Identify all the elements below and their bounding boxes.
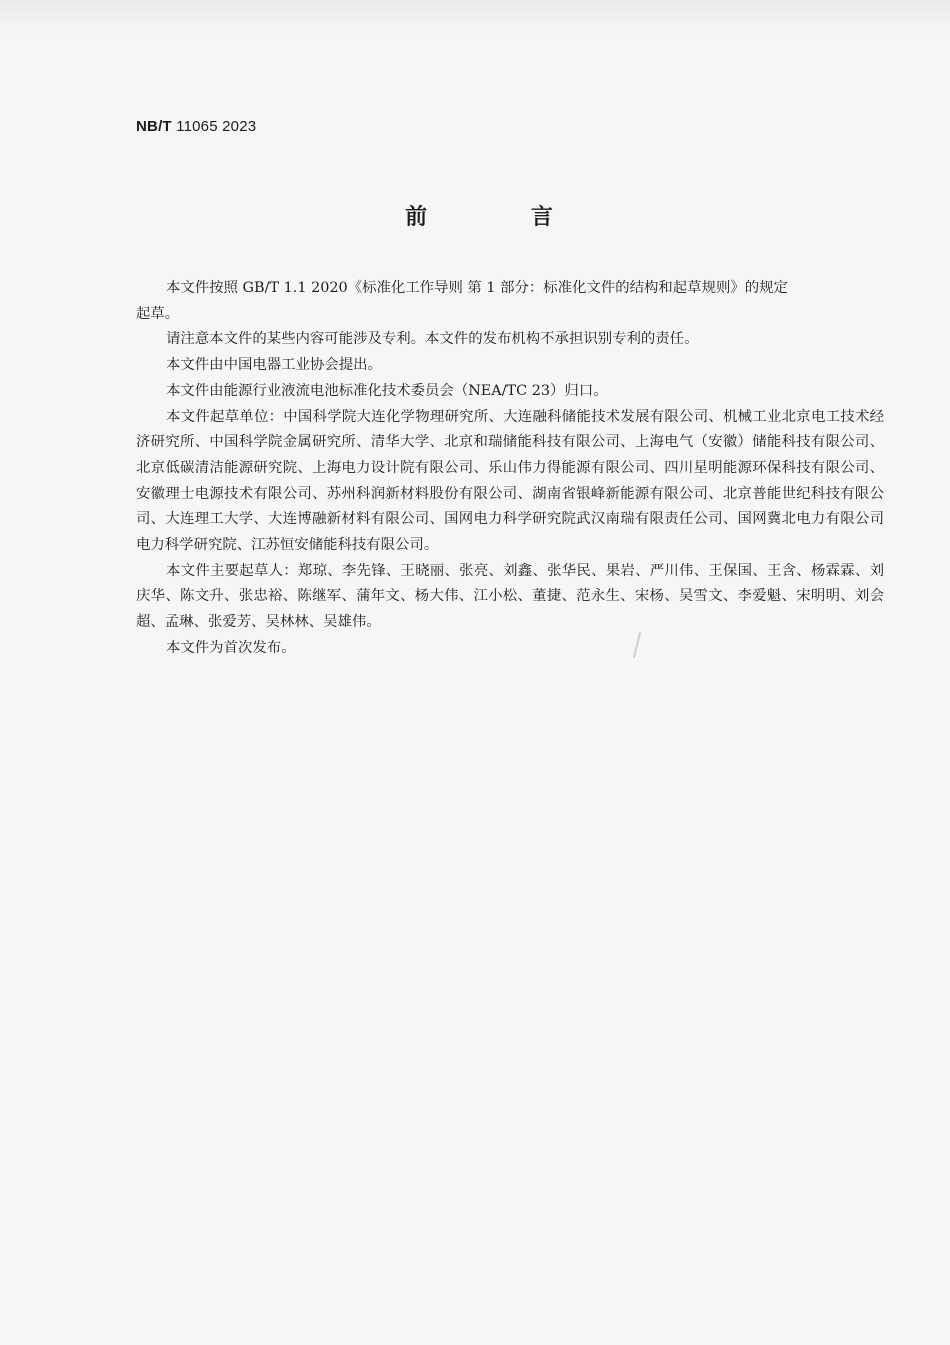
paragraph-proposer: 本文件由中国电器工业协会提出。: [166, 357, 382, 374]
standard-number: [136, 118, 256, 135]
paragraph-committee: 本文件由能源行业液流电池标准化技术委员会（NEA/TC 23）归口。: [166, 382, 608, 399]
paragraph-patent-notice: 请注意本文件的某些内容可能涉及专利。本文件的发布机构不承担识别专利的责任。: [166, 331, 699, 348]
scan-shadow: [0, 0, 950, 40]
foreword-body: [136, 276, 884, 662]
paragraph-drafting-units: 本文件起草单位：中国科学院大连化学物理研究所、大连融科储能技术发展有限公司、机械工业北京电工技术经济研究所、中国科学院金属研究所、清华大学、北京和瑞储能科技有限公司、上海电气（安徽）储能科技有限公司、北京低碳清洁能源研究院、上海电力设计院有限公司、乐山伟力得能源有限公司、四川星明能源环保科技有限公司、安徽理士电源技术有限公司、苏州科润新材料股份有限公司、湖南省银峰新能源有限公司、北京普能世纪科技有限公司、大连理工大学、大连博融新材料有限公司、国网电力科学研究院武汉南瑞有限责任公司、国网冀北电力有限公司电力科学研究院、江苏恒安储能科技有限公司。: [136, 408, 884, 554]
standard-code: NB/T: [136, 118, 172, 135]
standard-year: 11065 2023: [176, 118, 257, 135]
paragraph-drafting-rules: 本文件按照 GB/T 1.1 2020《标准化工作导则 第 1 部分：标准化文件的结构和起草规则》的规定: [166, 280, 788, 296]
paragraph-first-release: 本文件为首次发布。: [166, 639, 296, 656]
page-title: 前 言: [405, 205, 601, 230]
paragraph-drafting-rules-cont: 起草。: [136, 305, 180, 322]
paragraph-drafters: 本文件主要起草人：郑琼、李先锋、王晓丽、张亮、刘鑫、张华民、果岩、严川伟、王保国、王含、杨霖霖、刘庆华、陈文升、张忠裕、陈继军、蒲年文、杨大伟、江小松、董捷、范永生、宋杨、吴雪文、李爱魁、宋明明、刘会超、孟琳、张爱芳、吴林林、吴雄伟。: [136, 562, 884, 631]
